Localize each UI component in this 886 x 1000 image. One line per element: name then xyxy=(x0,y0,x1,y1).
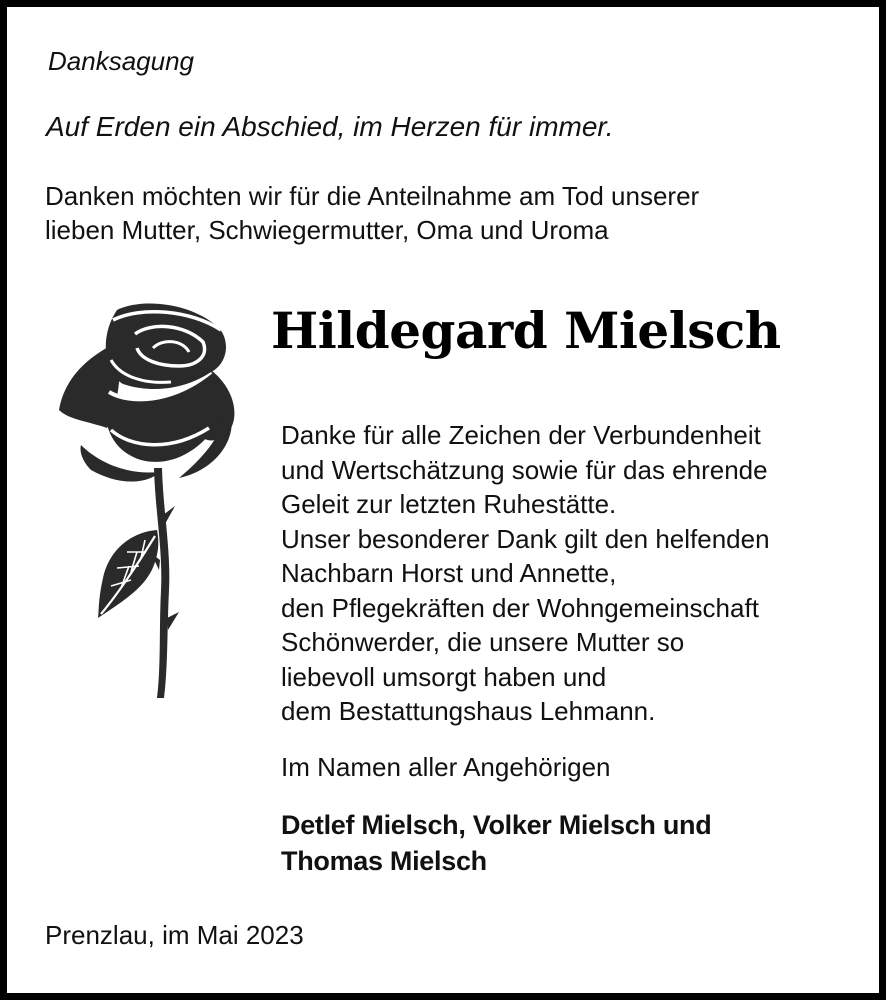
intro-line: Danken möchten wir für die Anteilnahme am Tod unserer xyxy=(45,181,700,211)
deceased-name: Hildegard Mielsch xyxy=(271,301,781,360)
signoff: Im Namen aller Angehörigen xyxy=(281,752,611,782)
signers-line: Detlef Mielsch, Volker Mielsch und xyxy=(281,810,712,840)
signers xyxy=(281,807,711,879)
thanks-line: Danke für alle Zeichen der Verbundenheit xyxy=(281,420,761,450)
thanks-line: Unser besonderer Dank gilt den helfenden xyxy=(281,523,770,554)
thanks-text xyxy=(281,418,861,729)
thanks-line: und Wertschätzung sowie für das ehrende xyxy=(281,454,768,485)
thanks-line: Schönwerder, die unsere Mutter so xyxy=(281,627,685,657)
rose-icon xyxy=(51,300,246,700)
notice-heading: Danksagung xyxy=(48,46,194,76)
thanks-line: liebevoll umsorgt haben und xyxy=(281,661,607,692)
intro-text xyxy=(45,179,845,247)
intro-line: lieben Mutter, Schwiegermutter, Oma und Uroma xyxy=(45,215,609,245)
thanks-line: den Pflegekräften der Wohngemeinschaft xyxy=(281,592,759,623)
place-date: Prenzlau, im Mai 2023 xyxy=(45,920,304,950)
motto: Auf Erden ein Abschied, im Herzen für immer. xyxy=(46,111,614,142)
thanks-line: Geleit zur letzten Ruhestätte. xyxy=(281,489,617,519)
thanks-line: Nachbarn Horst und Annette, xyxy=(281,558,617,588)
thanks-line: dem Bestattungshaus Lehmann. xyxy=(281,696,656,726)
signers-line: Thomas Mielsch xyxy=(281,846,487,876)
